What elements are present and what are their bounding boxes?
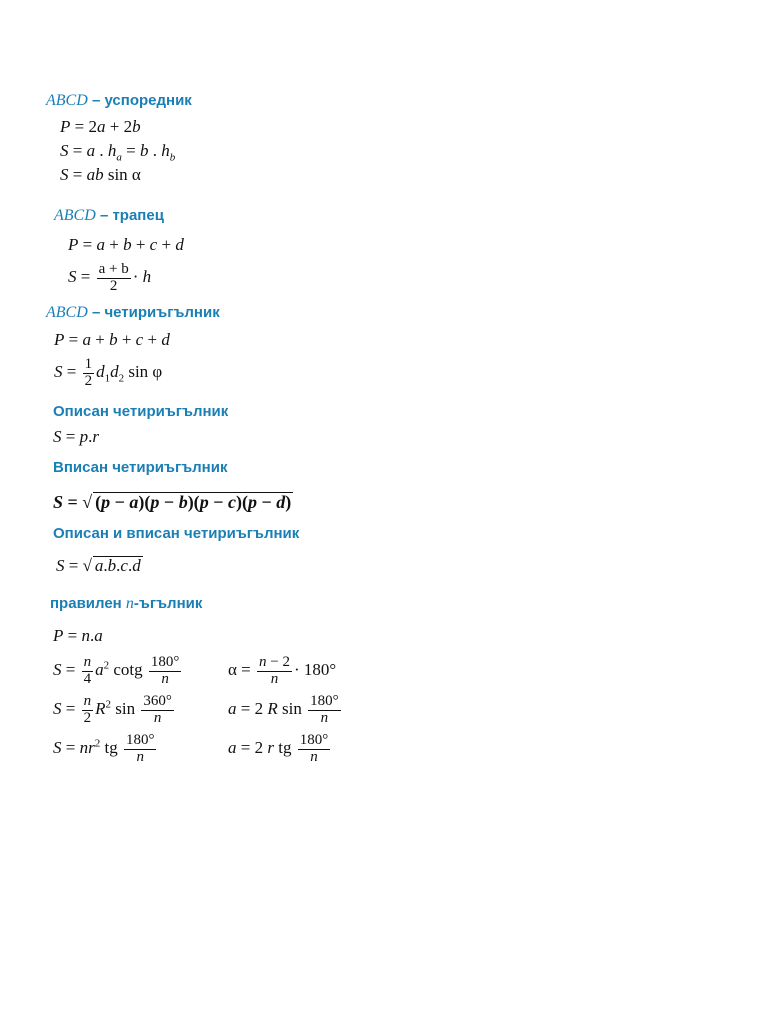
fraction: $\frac{a + b}{2}$ [98,261,129,294]
formula-bicentric-area: S = √ a.b.c.d [56,556,141,575]
fraction: $\frac{1}{2}$ [84,356,93,389]
formula-polygon-perimeter: P = n.a [53,626,103,645]
formula-inscribed-area: S = √ (p − a)(p − b)(p − c)(p − d) [53,492,292,512]
formula-quadrilateral-area: S = $\frac{1}{2}$ $d_1d_2$ sin φ [54,356,163,389]
formula-polygon-angle: α = $\frac{n - 2}{n}$ · 180° [228,654,337,687]
formula-polygon-area-2: S = $\frac{n}{2}$ $R^2$ sin $\frac{360^\circ}{n}$ [53,693,172,726]
formula-parallelogram-area-heights: S = a . $h_a = b$ . $h_b$ [60,141,176,164]
formula-parallelogram-perimeter: P = 2a + 2b [60,117,141,136]
formula-parallelogram-area-sin: S = ab sin α [60,165,141,184]
heading-inscribed: Вписан четириъгълник [53,459,228,476]
heading-trapezoid: ABCD – трапец [54,207,164,224]
formula-polygon-area-1: S = $\frac{n}{4}$ $a^2$ cotg $\frac{180^\circ}{n}$ [53,654,180,687]
heading-bicentric: Описан и вписан четириъгълник [53,525,300,542]
formula-polygon-side-r: a = 2 r tg $\frac{180^\circ}{n}$ [228,732,329,765]
formula-polygon-area-3: $S = nr^2$ tg $\frac{180^\circ}{n}$ [53,732,155,765]
formula-polygon-side-R: a = 2 R sin $\frac{180^\circ}{n}$ [228,693,339,726]
formula-circumscribed-area: S = p.r [53,427,99,446]
heading-regular-polygon: правилен n-ъгълник [50,595,203,612]
formula-trapezoid-perimeter: P = a + b + c + d [68,235,184,254]
formula-trapezoid-area: S = $\frac{a + b}{2}$ · h [68,261,152,294]
heading-quadrilateral: ABCD – четириъгълник [46,304,220,321]
formula-quadrilateral-perimeter: P = a + b + c + d [54,330,170,349]
heading-parallelogram: ABCD – успоредник [46,92,192,109]
heading-circumscribed: Описан четириъгълник [53,403,229,420]
